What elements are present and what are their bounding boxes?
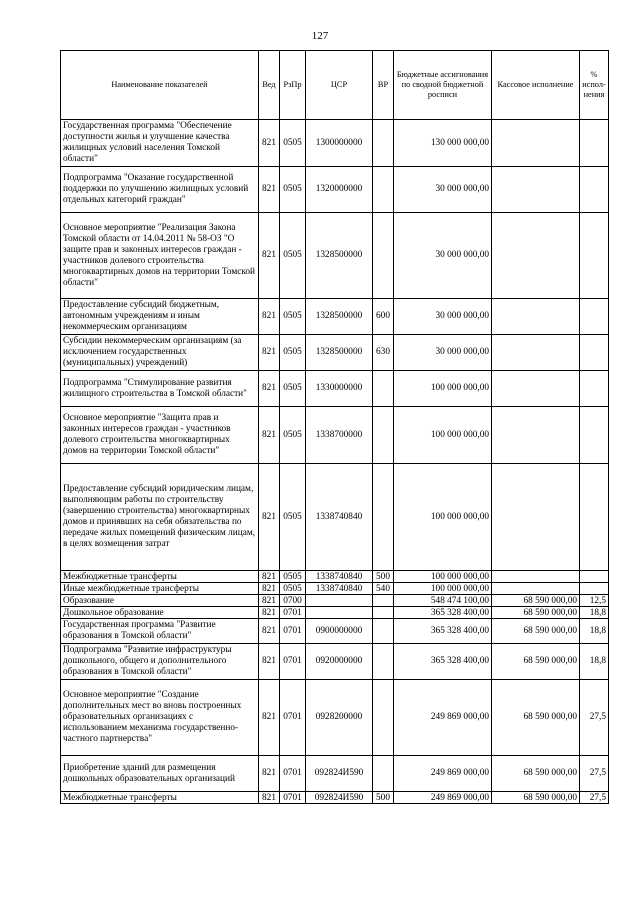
table-row [61, 680, 609, 756]
cell-csr: 1338700000 [306, 407, 373, 464]
table-row [61, 167, 609, 213]
cell-vr: 500 [373, 792, 394, 804]
cell-name: Государственная программа "Развитие образования в Томской области" [61, 619, 259, 644]
table-row [61, 213, 609, 299]
cell-pct: 18,8 [580, 644, 609, 680]
cell-name: Межбюджетные трансферты [61, 792, 259, 804]
table-row [61, 792, 609, 804]
cell-rzpr: 0505 [280, 407, 306, 464]
cell-vr: 630 [373, 335, 394, 371]
cell-ved: 821 [259, 299, 280, 335]
cell-csr [306, 595, 373, 607]
cell-rzpr: 0505 [280, 464, 306, 571]
cell-pct: 27,5 [580, 792, 609, 804]
cell-pct [580, 335, 609, 371]
cell-cash [492, 299, 580, 335]
cell-name: Приобретение зданий для размещения дошкольных образовательных организаций [61, 756, 259, 792]
col-header-pct: % испол-нения [580, 51, 609, 120]
cell-ved: 821 [259, 644, 280, 680]
cell-pct [580, 571, 609, 583]
cell-csr: 1328500000 [306, 335, 373, 371]
table-row [61, 571, 609, 583]
col-header-assign: Бюджетные ассигнования по сводной бюджетной росписи [394, 51, 492, 120]
cell-cash [492, 120, 580, 167]
cell-assign: 548 474 100,00 [394, 595, 492, 607]
cell-csr: 1328500000 [306, 299, 373, 335]
cell-csr: 0928200000 [306, 680, 373, 756]
cell-csr: 1320000000 [306, 167, 373, 213]
cell-cash: 68 590 000,00 [492, 792, 580, 804]
table-row [61, 299, 609, 335]
cell-assign: 365 328 400,00 [394, 644, 492, 680]
cell-vr: 600 [373, 299, 394, 335]
cell-rzpr: 0701 [280, 792, 306, 804]
cell-vr: 500 [373, 571, 394, 583]
cell-assign: 249 869 000,00 [394, 756, 492, 792]
col-header-rzpr: РзПр [280, 51, 306, 120]
cell-vr [373, 213, 394, 299]
cell-name: Государственная программа "Обеспечение доступности жилья и улучшение качества жилищных условий населения Томской области" [61, 120, 259, 167]
cell-assign: 100 000 000,00 [394, 407, 492, 464]
cell-vr [373, 167, 394, 213]
cell-cash [492, 583, 580, 595]
cell-ved: 821 [259, 792, 280, 804]
cell-pct: 18,8 [580, 607, 609, 619]
cell-assign: 249 869 000,00 [394, 680, 492, 756]
table-body [61, 120, 609, 804]
cell-rzpr: 0505 [280, 583, 306, 595]
cell-cash [492, 167, 580, 213]
cell-assign: 100 000 000,00 [394, 371, 492, 407]
cell-ved: 821 [259, 607, 280, 619]
cell-assign: 30 000 000,00 [394, 299, 492, 335]
cell-ved: 821 [259, 167, 280, 213]
cell-pct [580, 120, 609, 167]
cell-vr [373, 120, 394, 167]
col-header-cash: Кассовое исполнение [492, 51, 580, 120]
table-row [61, 407, 609, 464]
cell-ved: 821 [259, 464, 280, 571]
cell-cash: 68 590 000,00 [492, 756, 580, 792]
cell-ved: 821 [259, 583, 280, 595]
cell-csr [306, 607, 373, 619]
cell-ved: 821 [259, 371, 280, 407]
cell-cash [492, 464, 580, 571]
cell-rzpr: 0700 [280, 595, 306, 607]
cell-cash [492, 213, 580, 299]
cell-ved: 821 [259, 120, 280, 167]
cell-cash [492, 407, 580, 464]
table-row [61, 756, 609, 792]
table-row [61, 120, 609, 167]
cell-name: Образование [61, 595, 259, 607]
cell-ved: 821 [259, 335, 280, 371]
table-row [61, 644, 609, 680]
cell-name: Иные межбюджетные трансферты [61, 583, 259, 595]
cell-pct [580, 213, 609, 299]
page-number: 127 [311, 30, 329, 42]
cell-name: Подпрограмма "Оказание государственной поддержки по улучшению жилищных условий отдельных категорий граждан" [61, 167, 259, 213]
cell-ved: 821 [259, 595, 280, 607]
cell-rzpr: 0505 [280, 120, 306, 167]
cell-vr [373, 756, 394, 792]
cell-assign: 130 000 000,00 [394, 120, 492, 167]
table-header [61, 51, 609, 120]
cell-name: Субсидии некоммерческим организациям (за исключением государственных (муниципальных) учреждений) [61, 335, 259, 371]
cell-ved: 821 [259, 213, 280, 299]
cell-rzpr: 0701 [280, 680, 306, 756]
cell-rzpr: 0505 [280, 213, 306, 299]
table-row [61, 583, 609, 595]
table-row [61, 619, 609, 644]
cell-rzpr: 0701 [280, 619, 306, 644]
cell-rzpr: 0505 [280, 335, 306, 371]
cell-vr [373, 371, 394, 407]
cell-pct [580, 583, 609, 595]
cell-cash: 68 590 000,00 [492, 680, 580, 756]
cell-pct [580, 371, 609, 407]
cell-rzpr: 0505 [280, 371, 306, 407]
cell-name: Основное мероприятие "Защита прав и законных интересов граждан - участников долевого строительства многоквартирных домов на территории Томской области" [61, 407, 259, 464]
cell-cash: 68 590 000,00 [492, 595, 580, 607]
cell-vr [373, 607, 394, 619]
cell-cash [492, 571, 580, 583]
cell-csr: 1330000000 [306, 371, 373, 407]
cell-vr [373, 680, 394, 756]
cell-name: Дошкольное образование [61, 607, 259, 619]
cell-assign: 365 328 400,00 [394, 607, 492, 619]
cell-pct: 27,5 [580, 680, 609, 756]
cell-vr [373, 619, 394, 644]
cell-cash [492, 371, 580, 407]
cell-assign: 30 000 000,00 [394, 167, 492, 213]
budget-table [60, 50, 609, 804]
col-header-ved: Вед [259, 51, 280, 120]
cell-vr [373, 595, 394, 607]
cell-pct [580, 464, 609, 571]
cell-pct: 27,5 [580, 756, 609, 792]
table-row [61, 371, 609, 407]
col-header-csr: ЦСР [306, 51, 373, 120]
cell-assign: 100 000 000,00 [394, 464, 492, 571]
cell-rzpr: 0701 [280, 644, 306, 680]
cell-name: Межбюджетные трансферты [61, 571, 259, 583]
cell-name: Предоставление субсидий юридическим лицам, выполняющим работы по строительству (завершению строительства) многоквартирных домов и принявших на себя обязательства по передаче жилых помещений физическим лицам, в целях возмещения затрат [61, 464, 259, 571]
cell-cash: 68 590 000,00 [492, 607, 580, 619]
cell-cash: 68 590 000,00 [492, 644, 580, 680]
cell-rzpr: 0505 [280, 571, 306, 583]
cell-name: Подпрограмма "Стимулирование развития жилищного строительства в Томской области" [61, 371, 259, 407]
cell-pct: 12,5 [580, 595, 609, 607]
cell-assign: 100 000 000,00 [394, 583, 492, 595]
cell-csr: 1328500000 [306, 213, 373, 299]
cell-assign: 30 000 000,00 [394, 335, 492, 371]
cell-assign: 249 869 000,00 [394, 792, 492, 804]
cell-name: Основное мероприятие "Реализация Закона Томской области от 14.04.2011 № 58-ОЗ "О защите прав и законных интересов граждан - участников долевого строительства многоквартирных домов на территории Томской области" [61, 213, 259, 299]
table-row [61, 595, 609, 607]
cell-pct: 18,8 [580, 619, 609, 644]
cell-csr: 0920000000 [306, 644, 373, 680]
cell-rzpr: 0505 [280, 299, 306, 335]
cell-csr: 0900000000 [306, 619, 373, 644]
col-header-vr: ВР [373, 51, 394, 120]
cell-assign: 30 000 000,00 [394, 213, 492, 299]
cell-csr: 1300000000 [306, 120, 373, 167]
cell-csr: 092824И590 [306, 756, 373, 792]
cell-pct [580, 299, 609, 335]
col-header-name: Наименование показателей [61, 51, 259, 120]
cell-ved: 821 [259, 571, 280, 583]
cell-pct [580, 407, 609, 464]
cell-assign: 365 328 400,00 [394, 619, 492, 644]
table-row [61, 335, 609, 371]
cell-csr: 1338740840 [306, 464, 373, 571]
cell-csr: 1338740840 [306, 583, 373, 595]
cell-ved: 821 [259, 756, 280, 792]
cell-csr: 1338740840 [306, 571, 373, 583]
cell-vr [373, 644, 394, 680]
cell-vr: 540 [373, 583, 394, 595]
cell-vr [373, 407, 394, 464]
cell-name: Предоставление субсидий бюджетным, автономным учреждениям и иным некоммерческим организациям [61, 299, 259, 335]
cell-csr: 092824И590 [306, 792, 373, 804]
cell-cash [492, 335, 580, 371]
cell-rzpr: 0701 [280, 607, 306, 619]
cell-rzpr: 0505 [280, 167, 306, 213]
cell-vr [373, 464, 394, 571]
table-row [61, 464, 609, 571]
cell-rzpr: 0701 [280, 756, 306, 792]
cell-cash: 68 590 000,00 [492, 619, 580, 644]
cell-assign: 100 000 000,00 [394, 571, 492, 583]
cell-name: Основное мероприятие "Создание дополнительных мест во вновь построенных образовательных организациях с использованием механизма государственно-частного партнерства" [61, 680, 259, 756]
cell-name: Подпрограмма "Развитие инфраструктуры дошкольного, общего и дополнительного образования в Томской области" [61, 644, 259, 680]
cell-pct [580, 167, 609, 213]
cell-ved: 821 [259, 680, 280, 756]
table-row [61, 607, 609, 619]
cell-ved: 821 [259, 407, 280, 464]
cell-ved: 821 [259, 619, 280, 644]
